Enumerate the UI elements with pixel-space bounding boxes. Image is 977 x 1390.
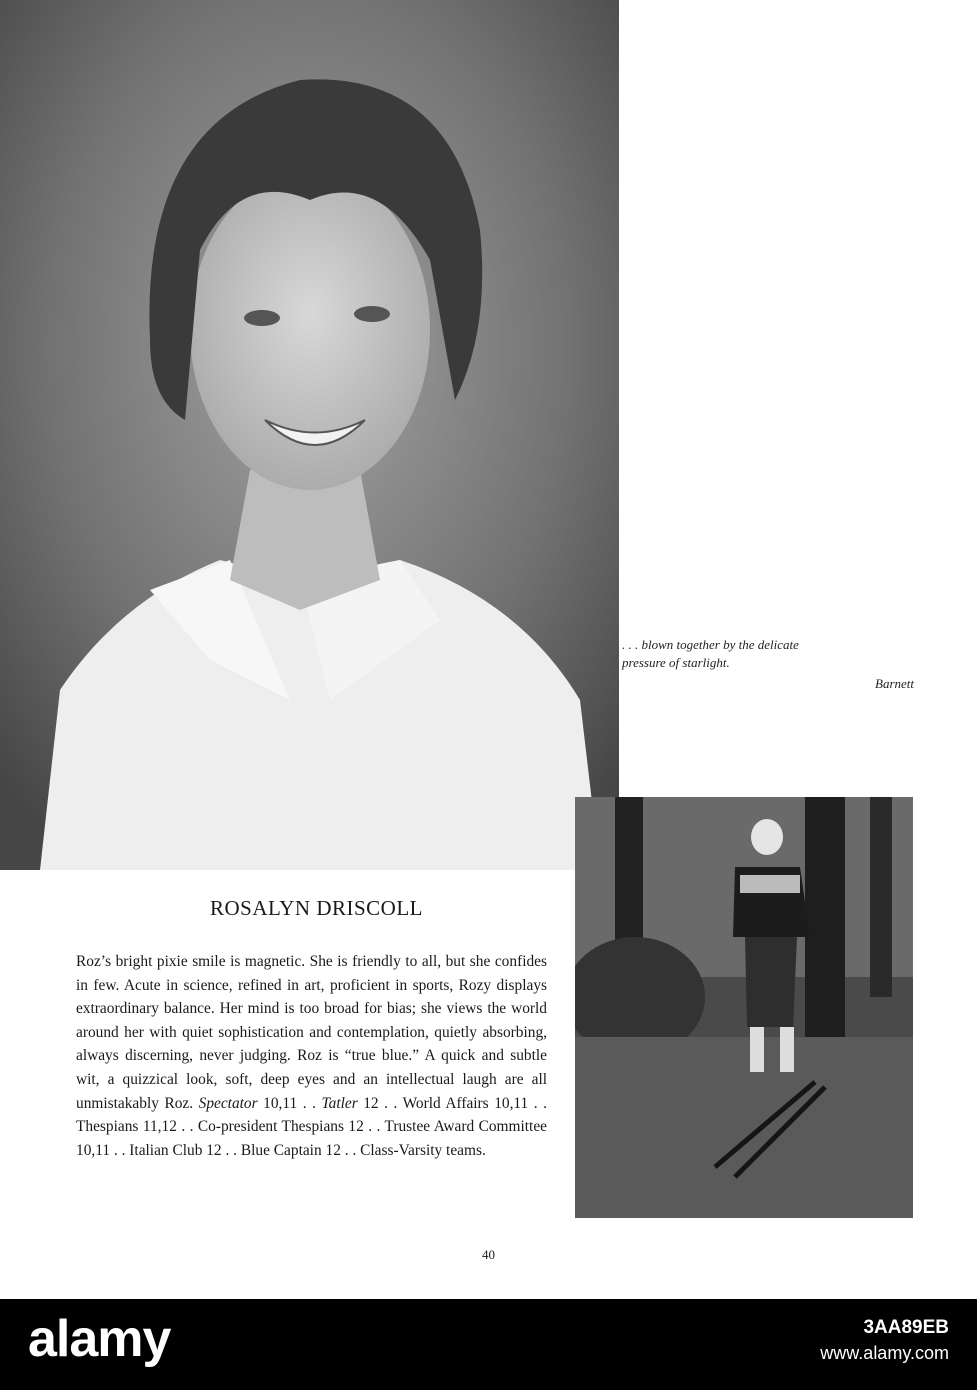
- activity-text-2: 12 . . World Affairs 10,11 . . Thespians 11,12 . . Co-president Thespians 12 . . Trustee Award Committee 10,11 . . Italian Club 12 . . Blue Captain 12 . . Class-Varsity teams.: [76, 1094, 547, 1159]
- alamy-logo: alamy: [28, 1310, 171, 1368]
- student-name: ROSALYN DRISCOLL: [210, 896, 423, 920]
- portrait-photo: [0, 0, 619, 870]
- image-id: 3AA89EB: [863, 1317, 949, 1338]
- quote-attribution: Barnett: [875, 676, 914, 691]
- candid-skiing-photo: [575, 797, 913, 1218]
- epigraph-quote: [622, 636, 914, 672]
- watermark-footer: [0, 1299, 977, 1390]
- quote-line-1: . . . blown together by the delicate: [622, 637, 799, 652]
- student-bio: [76, 950, 547, 1162]
- quote-line-2: pressure of starlight.: [622, 655, 730, 670]
- activity-tatler: Tatler: [321, 1094, 358, 1112]
- activity-spectator: Spectator: [198, 1094, 258, 1112]
- site-url: www.alamy.com: [820, 1343, 949, 1363]
- activity-text-1: 10,11 . .: [257, 1094, 322, 1112]
- page-number: 40: [482, 1247, 495, 1262]
- bio-description: Roz’s bright pixie smile is magnetic. She is friendly to all, but she confides in few. Acute in science, refined in art, proficient in sports, Rozy displays extraordinary balance. Her mind is too broad for bias; she views the world around her with quiet sophistication and contemplation, quietly absorbing, always discerning, never judging. Roz is “true blue.” A quick and subtle wit, a quizzical look, soft, deep eyes and an intellectual laugh are all unmistakably Roz.: [76, 953, 547, 1112]
- footer-meta: [820, 1317, 949, 1364]
